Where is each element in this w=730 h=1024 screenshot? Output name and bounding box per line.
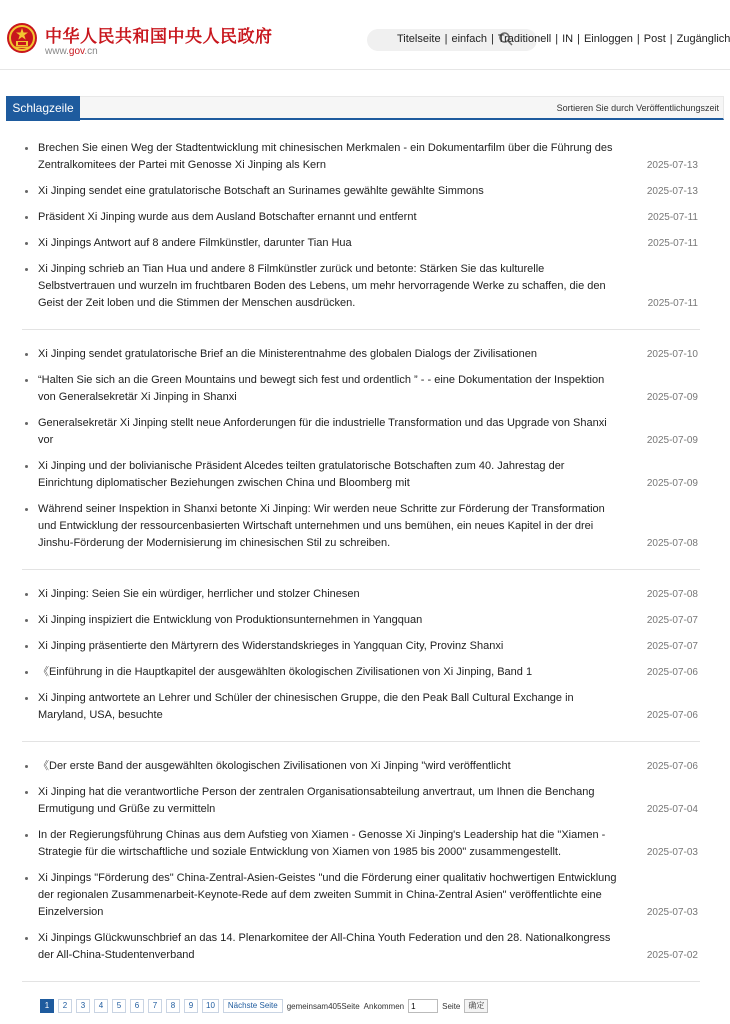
news-title-link[interactable]: Xi Jinping inspiziert die Entwicklung von Produktionsunternehmen in Yangquan <box>38 614 423 626</box>
news-title-link[interactable]: Xi Jinping hat die verantwortliche Person der zentralen Organisationsabteilung anvertraut, um Ihnen die Benchang Ermutigung und Grüße zu vermitteln <box>38 786 595 815</box>
tab-headlines[interactable]: Schlagzeile <box>6 96 80 121</box>
news-title-link[interactable]: In der Regierungsführung Chinas aus dem Aufstieg von Xiamen - Genosse Xi Jinping's Leadership hat die "Xiamen - Strategie für die wirtschaftliche und soziale Entwicklung von Xiamen von 1985 bis 2000" zusammengestellt. <box>38 829 606 858</box>
news-date: 2025-07-03 <box>646 847 698 858</box>
news-date: 2025-07-04 <box>646 804 698 815</box>
sort-by-date-link[interactable]: Sortieren Sie durch Veröffentlichungszeit <box>556 103 719 113</box>
list-item <box>22 346 700 363</box>
nav-link-titelseite[interactable]: Titelseite <box>397 33 441 45</box>
news-date: 2025-07-09 <box>646 435 698 446</box>
news-title-link[interactable]: Xi Jinping schrieb an Tian Hua und andere 8 Filmkünstler zurück und betonte: Stärken Sie das kulturelle Selbstvertrauen und wurzeln im fruchtbaren Boden des Lebens, um mehr hervorragende Werke zu schaffen, die den Geist der Zeit loben und die Stimmen der Menschen ausdrücken. <box>38 263 606 309</box>
page-button-5[interactable]: 5 <box>112 999 126 1013</box>
news-date: 2025-07-02 <box>646 950 698 961</box>
nav-separator: | <box>555 33 559 45</box>
news-title-link[interactable]: Xi Jinping und der bolivianische Präsident Alcedes teilten gratulatorische Botschaften zum 40. Jahrestag der Einrichtung diplomatischer Beziehungen zwischen China und Bloomberg mit <box>38 460 565 489</box>
nav-link-zugänglich[interactable]: Zugänglich <box>676 33 730 45</box>
news-group <box>22 758 700 982</box>
list-item <box>22 870 700 921</box>
site-url-prefix: www. <box>45 46 69 57</box>
list-item <box>22 501 700 552</box>
news-title-link[interactable]: Xi Jinping sendet eine gratulatorische Botschaft an Surinames gewählte gewählte Simmons <box>38 185 484 197</box>
news-title-link[interactable]: Generalsekretär Xi Jinping stellt neue Anforderungen für die industrielle Transformation und das Upgrade von Shanxi vor <box>38 417 607 446</box>
news-group <box>22 140 700 330</box>
nav-separator: | <box>636 33 640 45</box>
page-button-3[interactable]: 3 <box>76 999 90 1013</box>
nav-separator: | <box>577 33 580 45</box>
news-date: 2025-07-13 <box>646 160 698 171</box>
news-title-link[interactable]: Xi Jinping präsentierte den Märtyrern des Widerstandskrieges in Yangquan City, Provinz Shanxi <box>38 640 504 652</box>
list-item <box>22 784 700 818</box>
page-button-4[interactable]: 4 <box>94 999 108 1013</box>
nav-separator: | <box>444 33 448 45</box>
news-group <box>22 586 700 742</box>
list-item <box>22 235 700 252</box>
news-date: 2025-07-11 <box>647 298 698 309</box>
list-item <box>22 612 700 629</box>
news-date: 2025-07-09 <box>646 392 698 403</box>
confirm-button[interactable]: 确定 <box>464 999 488 1013</box>
news-title-link[interactable]: “Halten Sie sich an die Green Mountains und bewegt sich fest und ordentlich ” - - eine Dokumentation der Inspektion von Generalsekretär Xi Jinping in Shanxi <box>38 374 605 403</box>
news-title-link[interactable]: Präsident Xi Jinping wurde aus dem Ausland Botschafter ernannt und entfernt <box>38 211 417 223</box>
page-button-6[interactable]: 6 <box>130 999 144 1013</box>
news-date: 2025-07-06 <box>646 761 698 772</box>
news-date: 2025-07-08 <box>646 538 698 549</box>
nav-link-post[interactable]: Post <box>643 33 666 45</box>
nav-link-einfach[interactable]: einfach <box>451 33 487 45</box>
page-button-1[interactable]: 1 <box>40 999 54 1013</box>
news-title-link[interactable]: 《Der erste Band der ausgewählten ökologischen Zivilisationen von Xi Jinping "wird veröffentlicht <box>38 760 511 772</box>
news-title-link[interactable]: Xi Jinpings "Förderung des" China-Zentral-Asien-Geistes "und die Förderung einer qualitativ hochwertigen Entwicklung der regionalen Zusammenarbeit-Keynote-Rede auf dem zweiten Summit in China-Zentral Asien" veröffentlichte eine Einzelversion <box>38 872 617 918</box>
list-item <box>22 664 700 681</box>
news-date: 2025-07-11 <box>647 212 698 223</box>
list-item <box>22 183 700 200</box>
national-emblem-icon[interactable] <box>6 22 38 54</box>
page-suffix-label: Seite <box>442 1001 461 1011</box>
nav-link-traditionell[interactable]: Traditionell <box>497 33 552 45</box>
news-date: 2025-07-10 <box>646 349 698 360</box>
site-header <box>0 0 730 70</box>
list-item <box>22 758 700 775</box>
news-title-link[interactable]: Xi Jinpings Antwort auf 8 andere Filmkünstler, darunter Tian Hua <box>38 237 352 249</box>
list-item <box>22 209 700 226</box>
total-pages-label: gemeinsam405Seite <box>286 1001 360 1011</box>
news-title-link[interactable]: 《Einführung in die Hauptkapitel der ausgewählten ökologischen Zivilisationen von Xi Jinping, Band 1 <box>38 666 533 678</box>
news-title-link[interactable]: Während seiner Inspektion in Shanxi betonte Xi Jinping: Wir werden neue Schritte zur Förderung der Transformation und Entwicklung der ressourcenbasierten Wirtschaft unternehmen und uns bemühen, ein neues Kapitel in der drei Jinshu-Förderung der Modernisierung im chinesischen Stil zu schreiben. <box>38 503 605 549</box>
site-url-suffix: .cn <box>84 46 98 57</box>
page-button-9[interactable]: 9 <box>184 999 198 1013</box>
news-date: 2025-07-06 <box>646 710 698 721</box>
pagination <box>40 999 488 1015</box>
list-item <box>22 458 700 492</box>
nav-separator: | <box>669 33 673 45</box>
nav-link-einloggen[interactable]: Einloggen <box>583 33 633 45</box>
goto-label: Ankommen <box>363 1001 405 1011</box>
tab-bar <box>6 96 724 120</box>
goto-page-input[interactable] <box>408 999 438 1013</box>
site-url <box>45 46 98 57</box>
list-item <box>22 827 700 861</box>
news-date: 2025-07-09 <box>646 478 698 489</box>
top-nav <box>397 33 730 45</box>
list-item <box>22 261 700 312</box>
news-date: 2025-07-07 <box>646 615 698 626</box>
list-item <box>22 415 700 449</box>
page-button-7[interactable]: 7 <box>148 999 162 1013</box>
list-item <box>22 140 700 174</box>
list-item <box>22 586 700 603</box>
news-date: 2025-07-13 <box>646 186 698 197</box>
news-date: 2025-07-03 <box>646 907 698 918</box>
page-button-2[interactable]: 2 <box>58 999 72 1013</box>
nav-link-in[interactable]: IN <box>562 33 574 45</box>
site-title[interactable]: 中华人民共和国中央人民政府 <box>45 27 273 47</box>
news-date: 2025-07-07 <box>646 641 698 652</box>
nav-separator: | <box>490 33 494 45</box>
list-item <box>22 690 700 724</box>
news-title-link[interactable]: Xi Jinping sendet gratulatorische Brief an die Ministerentnahme des globalen Dialogs der Zivilisationen <box>38 348 537 360</box>
news-list <box>22 140 700 998</box>
news-title-link[interactable]: Xi Jinpings Glückwunschbrief an das 14. Plenarkomitee der All-China Youth Federation und den 28. Nationalkongress der All-China-Studentenverband <box>38 932 611 961</box>
news-date: 2025-07-08 <box>646 589 698 600</box>
news-date: 2025-07-06 <box>646 667 698 678</box>
list-item <box>22 372 700 406</box>
list-item <box>22 638 700 655</box>
news-date: 2025-07-11 <box>647 238 698 249</box>
news-title-link[interactable]: Xi Jinping antwortete an Lehrer und Schüler der chinesischen Gruppe, die den Peak Ball Cultural Exchange in Maryland, USA, besuchte <box>38 692 574 721</box>
page-button-8[interactable]: 8 <box>166 999 180 1013</box>
site-url-gov: gov <box>68 46 85 57</box>
list-item <box>22 930 700 964</box>
next-page-button[interactable]: Nächste Seite <box>223 999 283 1013</box>
news-title-link[interactable]: Xi Jinping: Seien Sie ein würdiger, herrlicher und stolzer Chinesen <box>38 588 360 600</box>
news-title-link[interactable]: Brechen Sie einen Weg der Stadtentwicklung mit chinesischen Merkmalen - ein Dokumentarfilm über die Führung des Zentralkomitees der Partei mit Genosse Xi Jinping als Kern <box>38 142 613 171</box>
news-group <box>22 346 700 570</box>
page-button-10[interactable]: 10 <box>202 999 219 1013</box>
